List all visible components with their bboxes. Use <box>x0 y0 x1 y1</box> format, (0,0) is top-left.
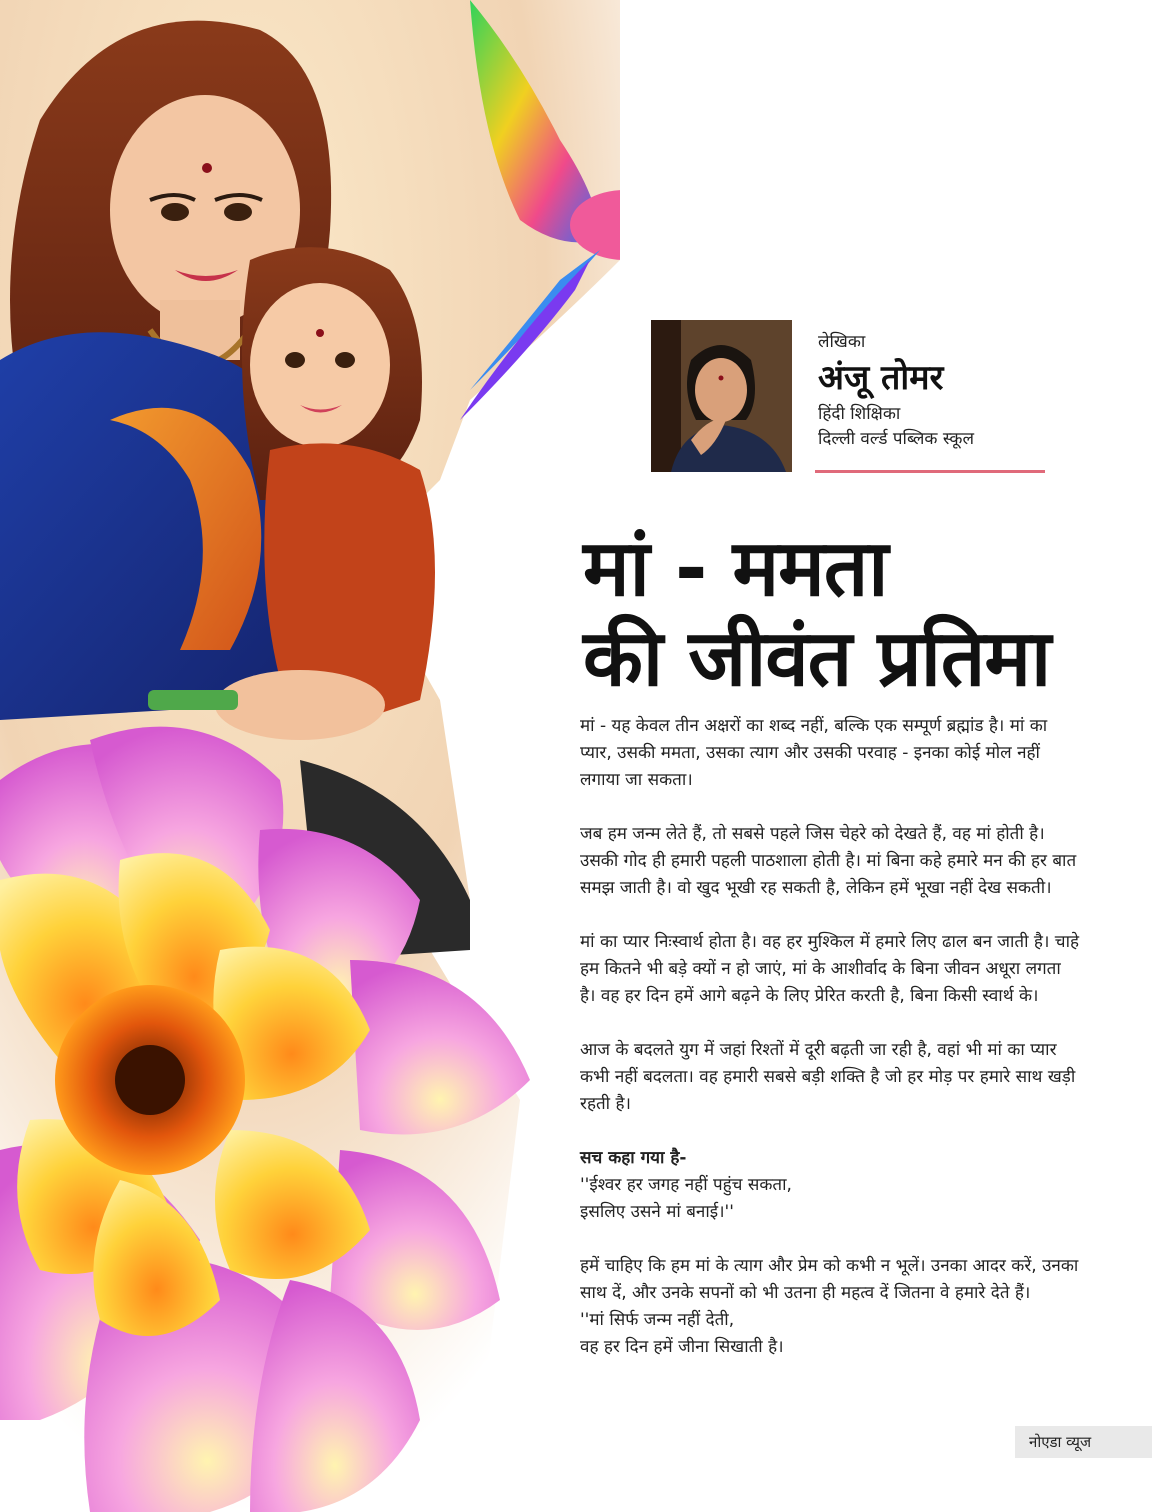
paragraph-5: हमें चाहिए कि हम मां के त्याग और प्रेम को कभी न भूलें। उनका आदर करें, उनका साथ दें, और उनके सपनों को भी उतना ही महत्व दें जितना वे हमारे देते हैं। <box>580 1256 1079 1303</box>
closing-line-1: ''मां सिर्फ जन्म नहीं देती, <box>580 1310 735 1330</box>
author-organization: दिल्ली वर्ल्ड पब्लिक स्कूल <box>818 429 975 449</box>
author-divider <box>815 470 1045 473</box>
author-info <box>818 330 1058 452</box>
title-line-2: की जीवंत प्रतिमा <box>583 614 1051 704</box>
paragraph-3: मां का प्यार निःस्वार्थ होता है। वह हर मुश्किल में हमारे लिए ढाल बन जाती है। चाहे हम कितने भी बड़े क्यों न हो जाएं, मां के आशीर्वाद के बिना जीवन अधूरा लगता है। वह हर दिन हमें आगे बढ़ने के लिए प्रेरित करती है, बिना किसी स्वार्थ के। <box>580 932 1080 1006</box>
paragraph-2: जब हम जन्म लेते हैं, तो सबसे पहले जिस चेहरे को देखते हैं, वह मां होती है। उसकी गोद ही हमारी पहली पाठशाला होती है। मां बिना कहे हमारे मन की हर बात समझ जाती है। वो खुद भूखी रह सकती है, लेकिन हमें भूखा नहीं देख सकती। <box>580 824 1077 898</box>
article-body <box>580 713 1080 1361</box>
quote-line-2: इसलिए उसने मां बनाई।'' <box>580 1202 734 1222</box>
author-name: अंजू तोमर <box>818 358 944 398</box>
closing-line-2: वह हर दिन हमें जीना सिखाती है। <box>580 1337 784 1357</box>
article-title <box>583 524 1123 704</box>
quote-lead: सच कहा गया है- <box>580 1148 687 1168</box>
paragraph-1: मां - यह केवल तीन अक्षरों का शब्द नहीं, बल्कि एक सम्पूर्ण ब्रह्मांड है। मां का प्यार, उसकी ममता, उसका त्याग और उसकी परवाह - इनका कोई मोल नहीं लगाया जा सकता। <box>580 716 1048 790</box>
author-photo <box>651 320 792 472</box>
quote-line-1: ''ईश्वर हर जगह नहीं पहुंच सकता, <box>580 1175 792 1195</box>
author-role-label: लेखिका <box>818 332 866 352</box>
title-line-1: मां - ममता <box>583 524 888 614</box>
publication-tag: नोएडा व्यूज <box>1015 1426 1152 1458</box>
paragraph-4: आज के बदलते युग में जहां रिश्तों में दूरी बढ़ती जा रही है, वहां भी मां का प्यार कभी नहीं बदलता। वह हमारी सबसे बड़ी शक्ति है जो हर मोड़ पर हमारे साथ खड़ी रहती है। <box>580 1040 1076 1114</box>
quote-block <box>580 1145 1080 1226</box>
author-job-title: हिंदी शिक्षिका <box>818 404 901 424</box>
